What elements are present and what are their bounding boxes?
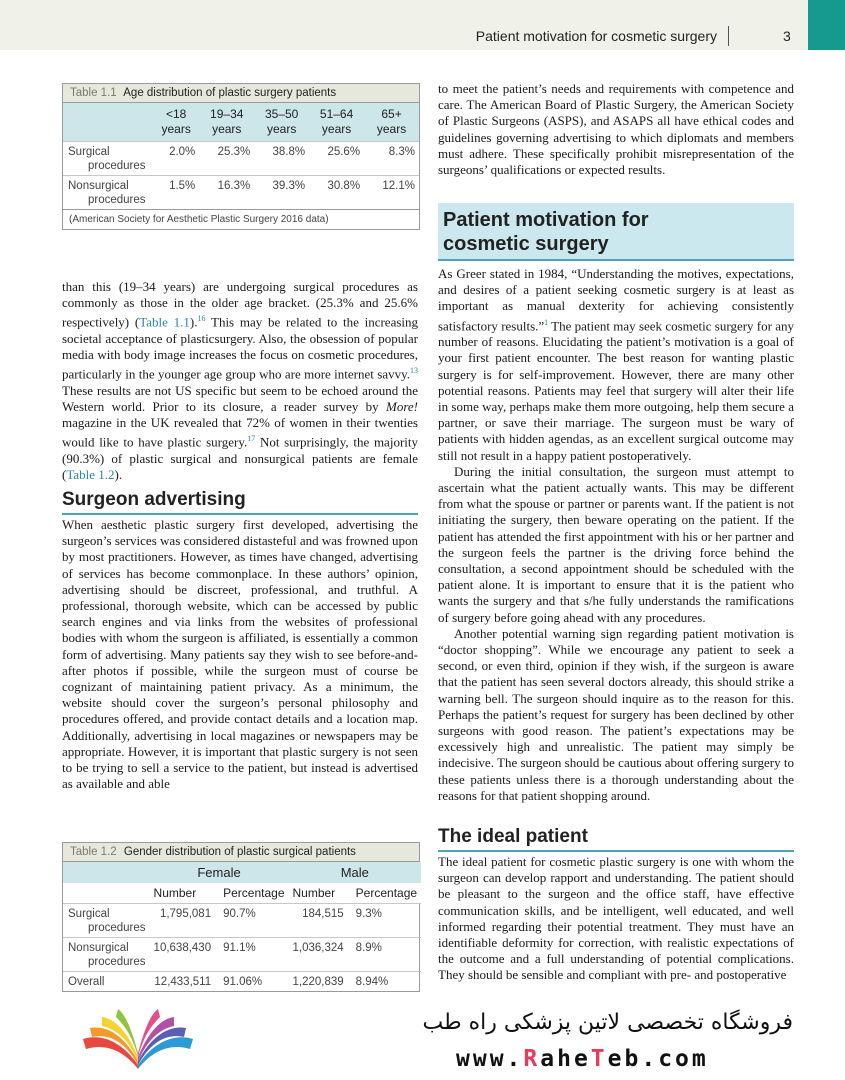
table-row xyxy=(63,904,421,938)
column-header: <18 years xyxy=(161,107,191,136)
row-label: Surgical procedures xyxy=(63,142,153,176)
heading-underline xyxy=(438,850,794,852)
heading-line-1: Patient motivation for xyxy=(443,209,649,231)
section-heading-advertising: Surgeon advertising xyxy=(62,489,246,510)
watermark-url: www.RaheTeb.com xyxy=(456,1046,709,1072)
right-column-motivation-text: As Greer stated in 1984, “Understanding the motives, expectations, and desires of a patient seeking cosmetic surgery is at least as important as manual dexterity for achieving consistently satisfactory results.”$^1$ The patient may seek cosmetic surgery for any number of reasons. Elucidating the patient’s motivation is a goal of your first patient encounter. The best reason for wanting plastic surgery is for self-improvement. However, there are many other potential reasons. Patients may feel that surgery will alter their life in some way, perhaps make them more outgoing, help them secure a partner, or save their marriage. The surgeon must be wary of patients with hidden agendas, as an excellent surgical outcome may still not result in a happy patient postoperatively. During the initial consultation, the surgeon must attempt to ascertain what the patient actually wants. This may be different from what the spouse or partner or parents want. If the patient is not initiating the surgery, then beware operating on the patient. If the patient has attended the first appointment with his or her partner and the surgeon feels the partner is the driving force behind the consultation, a second appointment should be scheduled with the patient alone. It is important to ensure that it is the patient who wants the surgery and that s/he fully understands the ramifications of surgery before going ahead with any procedures. Another potential warning sign regarding patient motivation is “doctor shopping”. While we encourage any patient to seek a second, or even third, opinion if they wish, if the surgeon is aware that the patient has seen several doctors already, this should strike a warning bell. The surgeon should inquire as to the reason for this. Perhaps the patient’s request for surgery has been declined by other surgeons with good reason. The patient’s expectations may be excessively high and unrealistic. The patient may simply be indecisive. The surgeon should be cautious about offering surgery to these patients unless there is a thorough understanding about the reasons for that patient shopping around. xyxy=(438,266,794,803)
right-column-paragraph-top: to meet the patient’s needs and requirements with competence and care. The American Board of Plastic Surgery, the American Society of Plastic Surgeons (ASPS), and ASAPS all have ethical codes and guidelines governing advertising to which diplomats and members must adhere. These specifically prohibit misrepresentation of the surgeons’ qualifications or expected results. xyxy=(438,81,794,178)
column-header: Number xyxy=(150,883,220,904)
running-head-title: Patient motivation for cosmetic surgery xyxy=(475,28,717,44)
group-header-female: Female xyxy=(197,865,241,880)
table-label: Table 1.2 xyxy=(70,846,117,858)
table-1-1-link[interactable]: Table 1.1 xyxy=(139,314,190,330)
table-subheader-row xyxy=(63,883,421,904)
table-source-row xyxy=(63,210,419,230)
table-age-distribution xyxy=(62,83,420,230)
table-gender-distribution xyxy=(62,842,420,992)
row-label: Overall xyxy=(63,972,150,992)
table-cell: 12,433,511 xyxy=(150,972,220,992)
table-row xyxy=(63,176,419,210)
table-1-2-link[interactable]: Table 1.2 xyxy=(66,467,115,483)
column-header: 51–64 years xyxy=(319,107,354,136)
table-cell: 39.3% xyxy=(254,176,309,210)
table-cell: 2.0% xyxy=(153,142,199,176)
table-cell: 8.9% xyxy=(352,938,421,972)
table-cell: 25.3% xyxy=(199,142,254,176)
header-accent-bar xyxy=(808,0,845,50)
table-row xyxy=(63,142,419,176)
table-cell: 8.94% xyxy=(352,972,421,992)
table-cell: 184,515 xyxy=(289,904,352,938)
open-book-logo xyxy=(78,1003,198,1073)
table-title: Gender distribution of plastic surgical patients xyxy=(123,846,356,858)
section-heading-ideal-patient: The ideal patient xyxy=(438,826,588,847)
table-cell: 1,036,324 xyxy=(289,938,352,972)
table-cell: 10,638,430 xyxy=(150,938,220,972)
column-header: Percentage xyxy=(352,883,421,904)
column-header: 65+ years xyxy=(376,107,407,136)
heading-line-2: cosmetic surgery xyxy=(443,233,609,255)
table-cell: 1.5% xyxy=(153,176,199,210)
table-title: Age distribution of plastic surgery patients xyxy=(123,87,337,99)
table-cell: 1,795,081 xyxy=(150,904,220,938)
table-cell: 91.1% xyxy=(219,938,288,972)
table-cell: 90.7% xyxy=(219,904,288,938)
table-cell: 30.8% xyxy=(309,176,364,210)
table-header-row xyxy=(63,103,419,142)
table-cell: 9.3% xyxy=(352,904,421,938)
table-cell: 91.06% xyxy=(219,972,288,992)
table-row xyxy=(63,972,421,992)
table-cell: 8.3% xyxy=(364,142,419,176)
table-cell: 16.3% xyxy=(199,176,254,210)
column-header: Number xyxy=(289,883,352,904)
citation-16[interactable]: 16 xyxy=(197,314,206,324)
header-divider xyxy=(728,26,729,46)
table-label: Table 1.1 xyxy=(70,87,117,99)
row-label: Nonsurgical procedures xyxy=(63,938,150,972)
table-caption xyxy=(63,843,419,862)
section-heading-motivation xyxy=(438,203,794,261)
table-cell: 12.1% xyxy=(364,176,419,210)
row-label: Nonsurgical procedures xyxy=(63,176,153,210)
table-cell: 25.6% xyxy=(309,142,364,176)
group-header-male: Male xyxy=(340,865,369,880)
column-header: 19–34 years xyxy=(210,107,244,136)
table-cell: 38.8% xyxy=(254,142,309,176)
table-source-note: (American Society for Aesthetic Plastic Surgery 2016 data) xyxy=(63,210,419,230)
table-row xyxy=(63,938,421,972)
column-header: 35–50 years xyxy=(264,107,299,136)
row-label: Surgical procedures xyxy=(63,904,150,938)
right-column-ideal-patient-text: The ideal patient for cosmetic plastic surgery is one with whom the surgeon can develop rapport and understanding. The patient should be pleasant to the surgeon and the office staff, have effective communication skills, and be intelligent, well educated, and well informed regarding their potential treatment. They must have an identifiable deformity for correction, with realistic expectations of the outcome and a full understanding of potential complications. They should be sensible and compliant with pre- and postoperative xyxy=(438,854,794,983)
citation-13[interactable]: 13 xyxy=(410,366,418,376)
citation-17[interactable]: 17 xyxy=(247,434,256,444)
left-column-paragraph-2: When aesthetic plastic surgery first developed, advertising the surgeon’s services was considered distasteful and was frowned upon by most practitioners. However, as times have changed, advertising of services has become commonplace. In these authors’ opinion, advertising should be discreet, professional, and truthful. A professional, thorough website, which can be accessed by public search engines and via links from the websites of professional bodies with whom the surgeon is affiliated, is essentially a common form of advertising. Many patients say they wish to see before-and-after photos if possible, while the surgeon must of course be cognizant of maintaining patient privacy. As a minimum, the website should cover the surgeon’s personal philosophy and procedures offered, and provide contact details and a location map. Additionally, advertising in local magazines or newspapers may be appropriate. However, it is important that plastic surgery is not seen to be trying to sell a service to the patient, but instead is advertised as available and able xyxy=(62,517,418,792)
table-group-header-row xyxy=(63,862,421,883)
heading-underline xyxy=(62,513,418,515)
column-header: Percentage xyxy=(219,883,288,904)
left-column-paragraph-1: than this (19–34 years) are undergoing surgical procedures as commonly as those in the older age bracket. (25.3% and 25.6% respectively) (Table 1.1).$^{16}$ This may be related to the increasing societal acceptance of plasticsurgery. Also, the obsession of popular media with body image increases the focus on cosmetic procedures, particularly in the younger age group who are more internet savvy.$^{13}$ These results are not US specific but seem to be echoed around the Western world. Prior to its closure, a reader survey by More! magazine in the UK revealed that 72% of women in their twenties would like to have plastic surgery.$^{17}$ Not surprisingly, the majority (90.3%) of plastic surgical and nonsurgical patients are female (Table 1.2). xyxy=(62,279,419,483)
table-cell: 1,220,839 xyxy=(289,972,352,992)
table-caption xyxy=(63,84,419,103)
page-number: 3 xyxy=(783,28,791,44)
watermark-title: فروشگاه تخصصی لاتین پزشکی راه طب xyxy=(422,1010,793,1035)
citation-1[interactable]: 1 xyxy=(544,317,549,327)
